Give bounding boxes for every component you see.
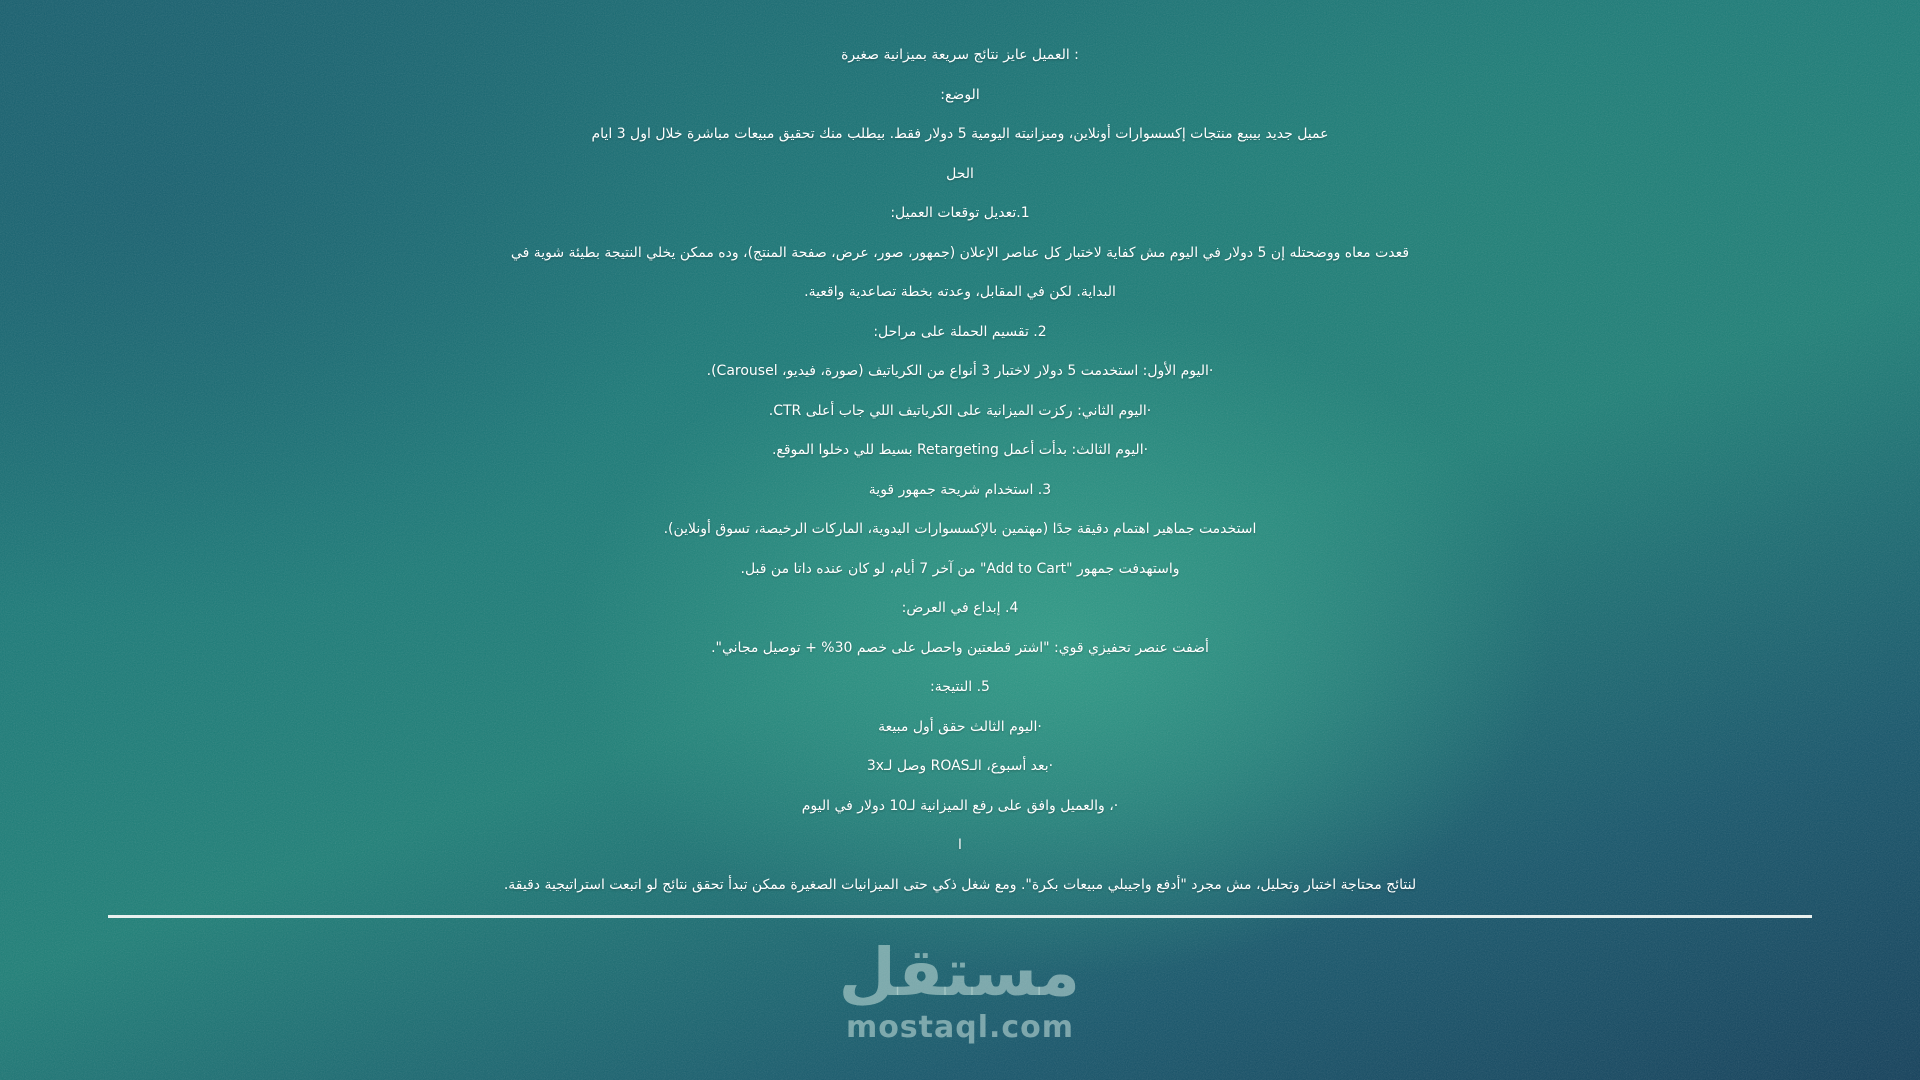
divider-line <box>108 915 1812 918</box>
step-2-heading: 2. تقسيم الحملة على مراحل: <box>873 323 1047 340</box>
stray-character: ا <box>958 837 962 853</box>
situation-text: عميل جديد بيبيع منتجات إكسسوارات أونلاين، وميزانيته اليومية 5 دولار فقط. بيطلب منك تحقيق مبيعات مباشرة خلال اول 3 ايام <box>591 126 1329 142</box>
section-situation-heading: الوضع: <box>940 86 980 103</box>
mostaql-logo <box>840 935 1080 1055</box>
result-item-1: ·اليوم الثالث حقق أول مبيعة <box>878 718 1042 735</box>
step-4-text: أضفت عنصر تحفيزي قوي: "اشتر قطعتين واحصل على خصم 30% + توصيل مجاني". <box>711 639 1209 656</box>
result-item-2: ·بعد أسبوع، الـROAS وصل لـ3x <box>866 758 1054 774</box>
step-1-text-line-1: قعدت معاه ووضحتله إن 5 دولار في اليوم مش كفاية لاختبار كل عناصر الإعلان (جمهور، صور، عرض، صفحة المنتج)، وده ممكن يخلي النتيجة بطيئة شوية في <box>510 244 1410 261</box>
step-4-heading: 4. إبداع في العرض: <box>901 600 1019 616</box>
result-item-3: ·، والعميل وافق على رفع الميزانية لـ10 دولار في اليوم <box>801 797 1119 814</box>
step-3-text-line-1: استخدمت جماهير اهتمام دقيقة جدًا (مهتمين بالإكسسوارات اليدوية، الماركات الرخيصة، تسوق أونلاين). <box>663 521 1257 537</box>
step-1-text-line-2: البداية. لكن في المقابل، وعدته بخطة تصاعدية واقعية. <box>804 284 1116 300</box>
step-3-heading: 3. استخدام شريحة جمهور قوية <box>868 481 1052 498</box>
case-study-text <box>0 36 1920 905</box>
step-3-text-line-2: واستهدفت جمهور "Add to Cart" من آخر 7 أيام، لو كان عنده داتا من قبل. <box>740 560 1180 577</box>
step-2-day-2: ·اليوم الثاني: ركزت الميزانية على الكرياتيف اللي جاب أعلى CTR. <box>768 402 1152 419</box>
logo-latin-wordmark: mostaql.com <box>845 1010 1075 1045</box>
step-5-heading: 5. النتيجة: <box>930 679 990 695</box>
logo-arabic-wordmark: مستقل <box>838 934 1080 1011</box>
conclusion-text: لنتائج محتاجة اختبار وتحليل، مش مجرد "أدفع واجيبلي مبيعات بكرة". ومع شغل ذكي حتى الميزانيات الصغيرة ممكن تبدأ تحقق نتائج لو اتبعت استراتيجية دقيقة. <box>503 876 1417 893</box>
section-solution-heading: الحل <box>946 165 974 182</box>
step-1-heading: 1.تعديل توقعات العميل: <box>890 205 1030 221</box>
headline: : العميل عايز نتائج سريعة بميزانية صغيرة <box>841 47 1079 63</box>
step-2-day-1: ·اليوم الأول: استخدمت 5 دولار لاختبار 3 أنواع من الكرياتيف (صورة، فيديو، Carousel). <box>706 363 1214 379</box>
step-2-day-3: ·اليوم الثالث: بدأت أعمل Retargeting بسيط للي دخلوا الموقع. <box>771 442 1149 458</box>
